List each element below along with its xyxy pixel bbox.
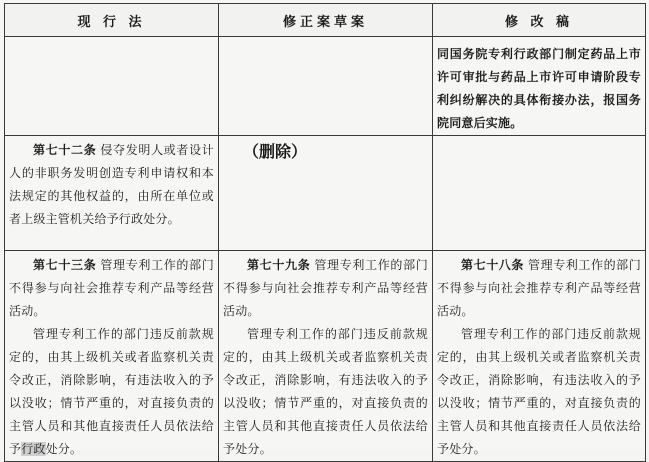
- paragraph-2: 管理专利工作的部门违反前款规定的，由其上级机关或者监察机关责令改正，消除影响，有违法收入的予以没收；情节严重的，对直接负责的主管人员和其他直接责任人员依法给予: [9, 327, 214, 456]
- cell-draft-amendment: [219, 37, 433, 136]
- table-row: [5, 251, 646, 462]
- header-draft-amendment: 修正案草案: [219, 4, 433, 37]
- article-number: 第七十九条: [247, 258, 311, 272]
- header-current-law: 现 行 法: [5, 4, 219, 37]
- cell-revised-draft: [433, 37, 646, 136]
- article-79-text: [219, 251, 432, 461]
- cell-current-law: [5, 251, 219, 462]
- paragraph-2: 管理专利工作的部门违反前款规定的，由其上级机关或者监察机关责令改正，消除影响，有违法收入的予以没收；情节严重的，对直接负责的主管人员和其他直接责任人员依法给予处分。: [223, 327, 428, 456]
- header-row: [5, 4, 646, 37]
- comparison-table: [4, 3, 646, 462]
- highlighted-text: 行政: [21, 442, 46, 456]
- article-body: 侵夺发明人或者设计人的非职务发明创造专利申请权和本法规定的其他权益的，由所在单位或者上级主管机关给予行政处分。: [9, 143, 214, 226]
- cell-current-law: [5, 136, 219, 251]
- paragraph-1: 管理专利工作的部门不得参与向社会推荐专利产品等经营活动。: [9, 258, 214, 318]
- cell-draft-amendment: [219, 251, 433, 462]
- table-row: [5, 37, 646, 136]
- revised-draft-text: 同国务院专利行政部门制定药品上市许可审批与药品上市许可申请阶段专利纠纷解决的具体衔接办法，报国务院同意后实施。: [437, 47, 641, 130]
- header-revised-draft: 修 改 稿: [433, 4, 646, 37]
- paragraph-2: 管理专利工作的部门违反前款规定的，由其上级机关或者监察机关责令改正，消除影响，有违法收入的予以没收；情节严重的，对直接负责的主管人员和其他直接责任人员依法给予处分。: [437, 327, 641, 456]
- cell-revised-draft: [433, 136, 646, 251]
- paragraph-2-end: 处分。: [45, 442, 83, 456]
- table-row: [5, 136, 646, 251]
- article-number: 第七十三条: [33, 258, 97, 272]
- paragraph-1: 管理专利工作的部门不得参与向社会推荐专利产品等经营活动。: [223, 258, 428, 318]
- paragraph-1: 管理专利工作的部门不得参与向社会推荐专利产品等经营活动。: [437, 258, 641, 318]
- article-72-text: [5, 136, 218, 231]
- cell-current-law: [5, 37, 219, 136]
- deleted-marker: （删除）: [243, 142, 308, 161]
- article-number: 第七十二条: [33, 143, 97, 157]
- cell-draft-amendment: [219, 136, 433, 251]
- article-78-text: [433, 251, 645, 461]
- article-73-text: [5, 251, 218, 461]
- cell-revised-draft: [433, 251, 646, 462]
- article-number: 第七十八条: [461, 258, 524, 272]
